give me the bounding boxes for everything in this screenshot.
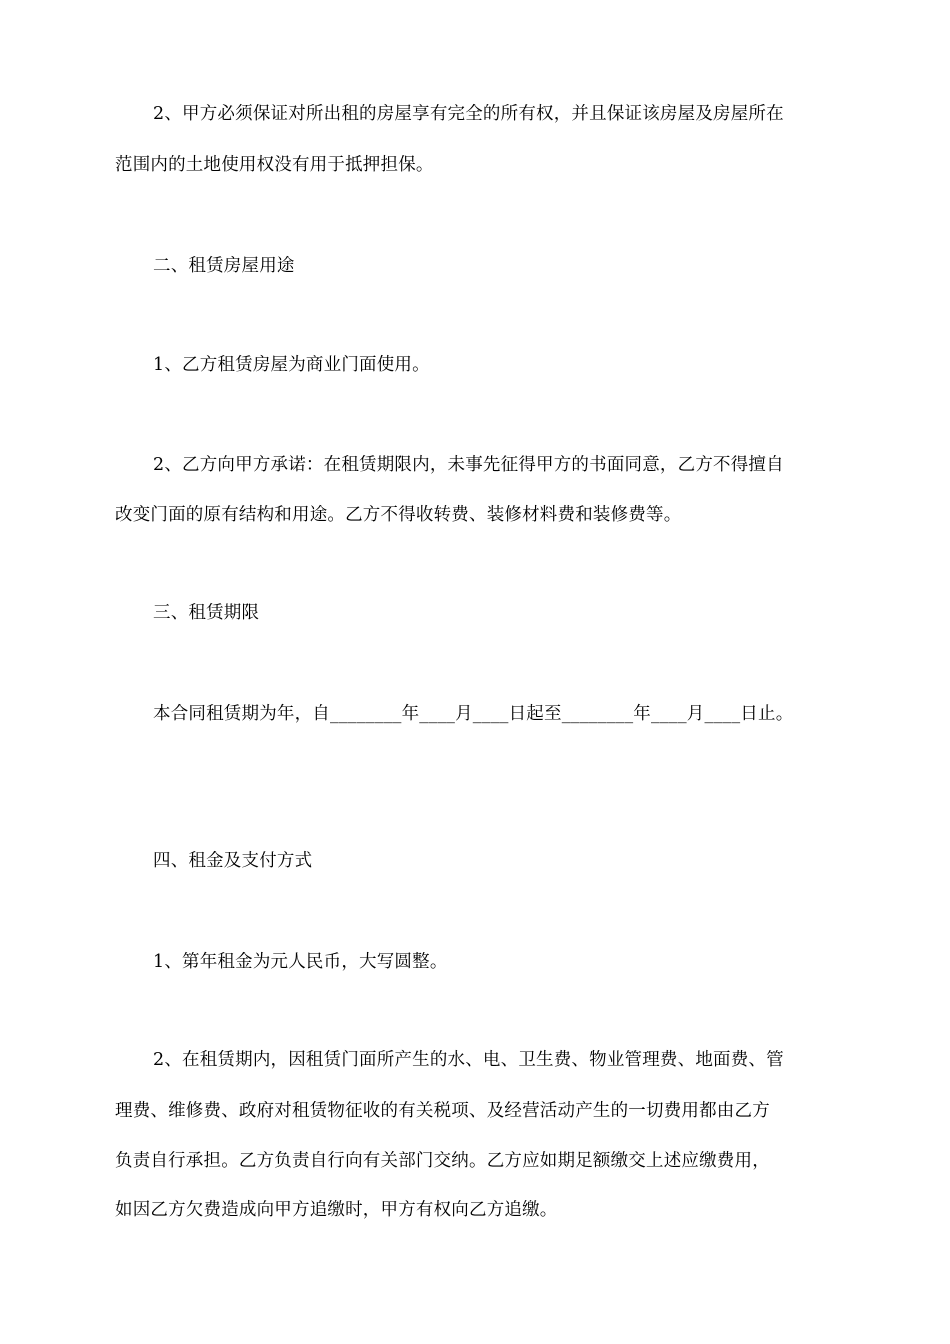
clause-4-2-line-4: 如因乙方欠费造成向甲方追缴时，甲方有权向乙方追缴。: [115, 1200, 558, 1220]
section-3-heading: 三、租赁期限: [153, 603, 260, 623]
section-4-heading: 四、租金及支付方式: [153, 851, 313, 871]
clause-2-2-line-2: 改变门面的原有结构和用途。乙方不得收转费、装修材料费和装修费等。: [115, 505, 682, 525]
section-2-heading: 二、租赁房屋用途: [153, 256, 295, 276]
clause-2-2-line-1: 2、乙方向甲方承诺：在租赁期限内，未事先征得甲方的书面同意，乙方不得擅自: [153, 455, 784, 475]
clause-4-2-line-2: 理费、维修费、政府对租赁物征收的有关税项、及经营活动产生的一切费用都由乙方: [115, 1101, 770, 1121]
lease-term-sentence: 本合同租赁期为年，自________年____月____日起至________年____月____日止。: [153, 704, 794, 724]
clause-2-1: 1、乙方租赁房屋为商业门面使用。: [153, 355, 430, 375]
clause-4-1: 1、第年租金为元人民币，大写圆整。: [153, 952, 448, 972]
clause-1-2-line-2: 范围内的土地使用权没有用于抵押担保。: [115, 155, 434, 175]
clause-4-2-line-1: 2、在租赁期内，因租赁门面所产生的水、电、卫生费、物业管理费、地面费、管: [153, 1050, 784, 1070]
clause-4-2-line-3: 负责自行承担。乙方负责自行向有关部门交纳。乙方应如期足额缴交上述应缴费用，: [115, 1151, 770, 1171]
clause-1-2-line-1: 2、甲方必须保证对所出租的房屋享有完全的所有权，并且保证该房屋及房屋所在: [153, 104, 784, 124]
